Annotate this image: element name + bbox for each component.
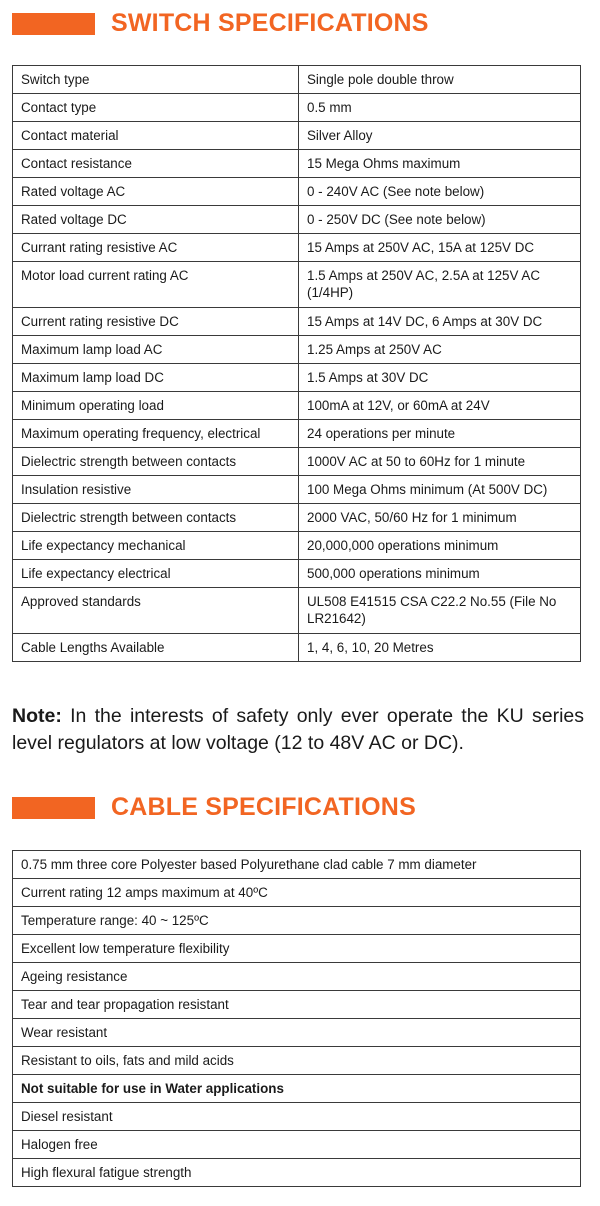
param-cell: Motor load current rating AC (13, 262, 299, 308)
safety-note (12, 703, 584, 757)
cable-spec-cell-warning: Not suitable for use in Water applications (13, 1075, 581, 1103)
table-row (13, 560, 581, 588)
table-row (13, 234, 581, 262)
table-row (13, 94, 581, 122)
param-cell: Cable Lengths Available (13, 634, 299, 662)
value-cell: 0 - 250V DC (See note below) (299, 206, 581, 234)
cable-spec-cell: Diesel resistant (13, 1103, 581, 1131)
param-cell: Currant rating resistive AC (13, 234, 299, 262)
param-cell: Dielectric strength between contacts (13, 448, 299, 476)
note-text: In the interests of safety only ever operate the KU series level regulators at low voltage (12 to 48V AC or DC). (12, 705, 585, 754)
cable-spec-cell: Excellent low temperature flexibility (13, 935, 581, 963)
value-cell: Single pole double throw (299, 66, 581, 94)
table-row (13, 963, 581, 991)
table-row (13, 122, 581, 150)
param-cell: Life expectancy mechanical (13, 532, 299, 560)
param-cell: Maximum lamp load DC (13, 364, 299, 392)
cable-spec-cell: Ageing resistance (13, 963, 581, 991)
table-row (13, 991, 581, 1019)
table-row (13, 448, 581, 476)
cable-specifications-table (12, 850, 581, 1187)
param-cell: Contact type (13, 94, 299, 122)
switch-specifications-header (12, 9, 429, 38)
param-cell: Maximum operating frequency, electrical (13, 420, 299, 448)
param-cell: Approved standards (13, 588, 299, 634)
table-row (13, 336, 581, 364)
value-cell: 20,000,000 operations minimum (299, 532, 581, 560)
value-cell: 1.25 Amps at 250V AC (299, 336, 581, 364)
cable-spec-cell: High flexural fatigue strength (13, 1159, 581, 1187)
value-cell: 24 operations per minute (299, 420, 581, 448)
param-cell: Life expectancy electrical (13, 560, 299, 588)
value-cell: Silver Alloy (299, 122, 581, 150)
value-cell: 100 Mega Ohms minimum (At 500V DC) (299, 476, 581, 504)
param-cell: Maximum lamp load AC (13, 336, 299, 364)
section-title: CABLE SPECIFICATIONS (111, 793, 416, 821)
value-cell: 0 - 240V AC (See note below) (299, 178, 581, 206)
cable-spec-cell: Wear resistant (13, 1019, 581, 1047)
value-cell: 1.5 Amps at 250V AC, 2.5A at 125V AC (1/4HP) (299, 262, 581, 308)
param-cell: Dielectric strength between contacts (13, 504, 299, 532)
cable-spec-cell: Halogen free (13, 1131, 581, 1159)
table-row (13, 879, 581, 907)
table-row (13, 851, 581, 879)
section-title: SWITCH SPECIFICATIONS (111, 9, 429, 37)
param-cell: Minimum operating load (13, 392, 299, 420)
cable-spec-cell: Current rating 12 amps maximum at 40ºC (13, 879, 581, 907)
param-cell: Switch type (13, 66, 299, 94)
value-cell: 15 Mega Ohms maximum (299, 150, 581, 178)
table-row (13, 1131, 581, 1159)
table-row (13, 392, 581, 420)
param-cell: Rated voltage AC (13, 178, 299, 206)
table-row (13, 206, 581, 234)
value-cell: 1, 4, 6, 10, 20 Metres (299, 634, 581, 662)
param-cell: Rated voltage DC (13, 206, 299, 234)
cable-spec-cell: Resistant to oils, fats and mild acids (13, 1047, 581, 1075)
table-row (13, 634, 581, 662)
param-cell: Insulation resistive (13, 476, 299, 504)
table-row (13, 1019, 581, 1047)
value-cell: 0.5 mm (299, 94, 581, 122)
value-cell: UL508 E41515 CSA C22.2 No.55 (File No LR21642) (299, 588, 581, 634)
table-row (13, 308, 581, 336)
table-row (13, 178, 581, 206)
table-row (13, 588, 581, 634)
table-row (13, 66, 581, 94)
cable-spec-cell: Tear and tear propagation resistant (13, 991, 581, 1019)
switch-specifications-table (12, 65, 581, 662)
param-cell: Contact material (13, 122, 299, 150)
table-row (13, 1047, 581, 1075)
value-cell: 15 Amps at 14V DC, 6 Amps at 30V DC (299, 308, 581, 336)
value-cell: 1.5 Amps at 30V DC (299, 364, 581, 392)
table-row (13, 476, 581, 504)
value-cell: 100mA at 12V, or 60mA at 24V (299, 392, 581, 420)
param-cell: Current rating resistive DC (13, 308, 299, 336)
table-row (13, 1103, 581, 1131)
table-row (13, 420, 581, 448)
table-row (13, 935, 581, 963)
param-cell: Contact resistance (13, 150, 299, 178)
note-label: Note: (12, 705, 62, 727)
table-row (13, 262, 581, 308)
orange-accent-bar (12, 797, 95, 819)
value-cell: 2000 VAC, 50/60 Hz for 1 minimum (299, 504, 581, 532)
value-cell: 500,000 operations minimum (299, 560, 581, 588)
table-row (13, 907, 581, 935)
orange-accent-bar (12, 13, 95, 35)
table-row (13, 1159, 581, 1187)
value-cell: 15 Amps at 250V AC, 15A at 125V DC (299, 234, 581, 262)
table-row (13, 532, 581, 560)
table-row (13, 364, 581, 392)
table-row (13, 504, 581, 532)
table-row (13, 1075, 581, 1103)
cable-spec-cell: Temperature range: 40 ~ 125ºC (13, 907, 581, 935)
value-cell: 1000V AC at 50 to 60Hz for 1 minute (299, 448, 581, 476)
table-row (13, 150, 581, 178)
cable-spec-cell: 0.75 mm three core Polyester based Polyurethane clad cable 7 mm diameter (13, 851, 581, 879)
cable-specifications-header (12, 793, 416, 822)
